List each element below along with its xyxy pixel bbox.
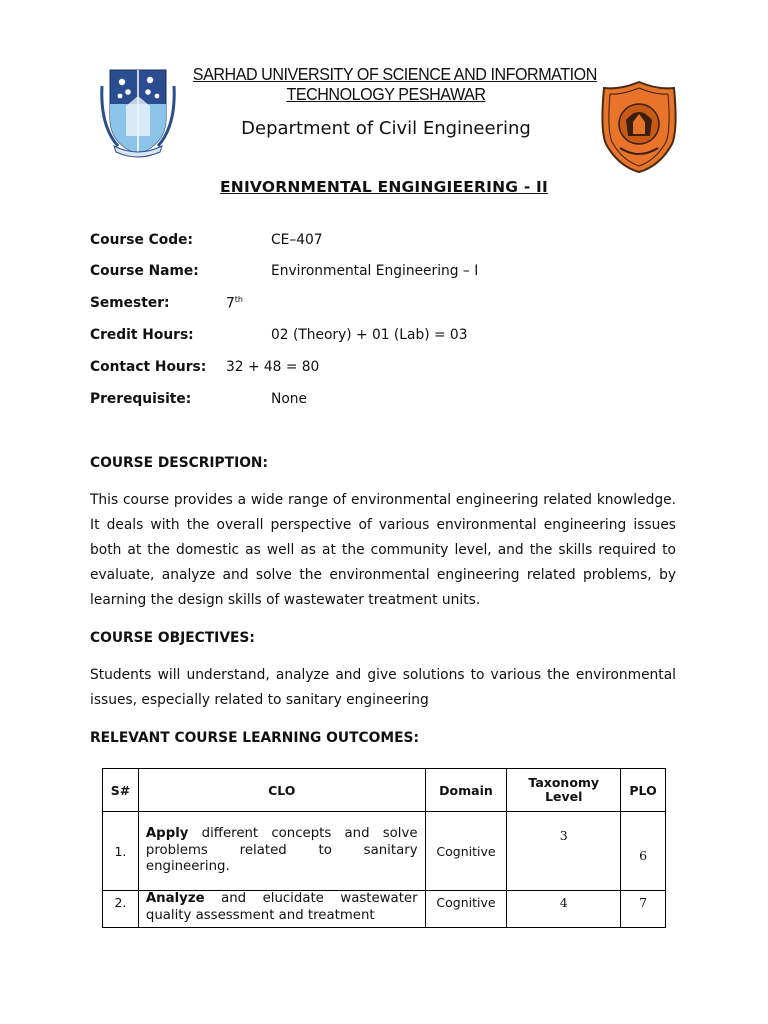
contact-hours-value: 32 + 48 = 80 (226, 359, 320, 375)
semester-label: Semester: (90, 295, 170, 311)
row-clo (138, 891, 425, 928)
row-domain: Cognitive (425, 812, 507, 891)
col-header-sno: S# (103, 769, 139, 812)
prerequisite-value: None (271, 391, 307, 407)
course-name-label: Course Name: (90, 263, 199, 279)
university-crest-icon (100, 66, 176, 158)
col-header-domain: Domain (425, 769, 507, 812)
table-row (103, 812, 666, 891)
row-sno: 2. (103, 891, 139, 928)
clo-verb: Analyze (145, 891, 205, 906)
course-description-text: This course provides a wide range of environmental engineering related knowledge. It deals with the overall perspective of various environmental engineering issues both at the domestic as well as at the community level, and the skills required to evaluate, analyze and solve the environmental engineering related problems, by learning the design skills of wastewater treatment units. (90, 492, 676, 608)
clo-text: and elucidate wastewater quality assessment and treatment (145, 891, 418, 923)
clo-table (102, 768, 666, 928)
learning-outcomes-heading: RELEVANT COURSE LEARNING OUTCOMES: (90, 730, 419, 746)
university-name-line1: SARHAD UNIVERSITY OF SCIENCE AND INFORMATION (192, 64, 597, 84)
semester-suffix: th (234, 295, 243, 304)
course-description-heading: COURSE DESCRIPTION: (90, 455, 268, 471)
credit-hours-value: 02 (Theory) + 01 (Lab) = 03 (271, 327, 468, 343)
university-name-line2: TECHNOLOGY PESHAWAR (286, 84, 486, 104)
course-code-value: CE–407 (271, 232, 323, 248)
col-header-taxonomy (507, 769, 621, 812)
row-sno: 1. (103, 812, 139, 891)
course-title: ENIVORNMENTAL ENGINGIEERING - II (219, 178, 548, 196)
department-shield-icon (600, 80, 678, 174)
table-header-row (103, 769, 666, 812)
row-plo: 6 (621, 812, 666, 891)
credit-hours-label: Credit Hours: (90, 327, 194, 343)
university-name (192, 64, 597, 104)
row-clo (138, 812, 425, 891)
row-plo: 7 (621, 891, 666, 928)
prerequisite-label: Prerequisite: (90, 391, 192, 407)
col-header-plo: PLO (621, 769, 666, 812)
col-header-taxonomy-line2: Level (545, 789, 583, 804)
contact-hours-label: Contact Hours: (90, 359, 207, 375)
clo-verb: Apply (145, 826, 189, 842)
table-row (103, 891, 666, 928)
clo-text: different concepts and solve problems related to sanitary engineering. (145, 826, 418, 875)
row-taxonomy: 4 (507, 891, 621, 928)
course-objectives-heading: COURSE OBJECTIVES: (90, 630, 255, 646)
col-header-clo: CLO (138, 769, 425, 812)
col-header-taxonomy-line1: Taxonomy (528, 775, 600, 790)
row-taxonomy: 3 (507, 812, 621, 891)
course-code-label: Course Code: (90, 232, 193, 248)
course-objectives-text: Students will understand, analyze and give solutions to various the environmental issues, especially related to sanitary engineering (90, 667, 676, 708)
row-domain: Cognitive (425, 891, 507, 928)
department-name: Department of Civil Engineering (241, 118, 531, 139)
course-name-value: Environmental Engineering – I (271, 263, 479, 279)
semester-value: 7 (226, 295, 235, 312)
